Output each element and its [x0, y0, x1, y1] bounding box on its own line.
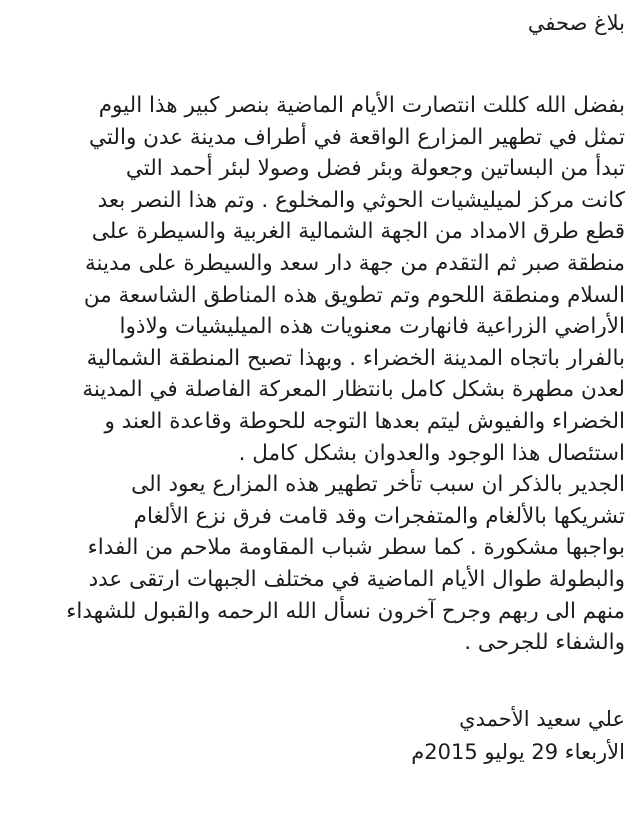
body-line: تشريكها بالألغام والمتفجرات وقد قامت فرق نزع الألغام — [133, 503, 625, 529]
body-line: الخضراء والفيوش ليتم بعدها التوجه للحوطة وقاعدة العند و — [104, 408, 625, 434]
post-date: الأربعاء 29 يوليو 2015م — [411, 739, 625, 764]
body-line: السلام ومنطقة اللحوم وتم تطويق هذه المناطق الشاسعة من — [83, 282, 625, 308]
body-line: الجدير بالذكر ان سبب تأخر تطهير هذه المزارع يعود الى — [131, 472, 625, 498]
body-line: منهم الى ربهم وجرح آخرون نسأل الله الرحمه والقبول للشهداء — [66, 598, 625, 624]
spacer — [10, 40, 625, 90]
body-line: والبطولة طوال الأيام الماضية في مختلف الجبهات ارتقى عدد — [88, 566, 625, 592]
body-line: قطع طرق الامداد من الجهة الشمالية الغربية والسيطرة على — [91, 219, 625, 245]
body-line: بواجبها مشكورة . كما سطر شباب المقاومة ملاحم من الفداء — [87, 535, 625, 561]
body-line: منطقة صبر ثم التقدم من جهة دار سعد والسيطرة على مدينة — [85, 250, 625, 276]
body-line: تبدأ من البساتين وجعولة وبئر فضل وصولا لبئر أحمد التي — [125, 156, 625, 182]
spacer — [10, 659, 625, 703]
body-line: بالفرار باتجاه المدينة الخضراء . وبهذا تصبح المنطقة الشمالية — [86, 345, 625, 371]
body-line: الأراضي الزراعية فانهارت معنويات هذه الميليشيات ولاذوا — [119, 314, 625, 340]
author-name: علي سعيد الأحمدي — [459, 706, 625, 731]
body-line: والشفاء للجرحى . — [464, 630, 625, 656]
body-line: لعدن مطهرة بشكل كامل بانتظار المعركة الفاصلة في المدينة — [82, 377, 625, 403]
body-line: تمثل في تطهير المزارع الواقعة في أطراف مدينة عدن والتي — [89, 124, 625, 150]
post-body — [10, 90, 625, 659]
body-line: استئصال هذا الوجود والعدوان بشكل كامل . — [238, 440, 625, 466]
post-title: بلاغ صحفي — [527, 11, 625, 35]
body-line: كانت مركز لميليشيات الحوثي والمخلوع . وتم هذا النصر بعد — [97, 187, 625, 213]
body-line: بفضل الله كللت انتصارت الأيام الماضية بنصر كبير هذا اليوم — [98, 93, 625, 118]
